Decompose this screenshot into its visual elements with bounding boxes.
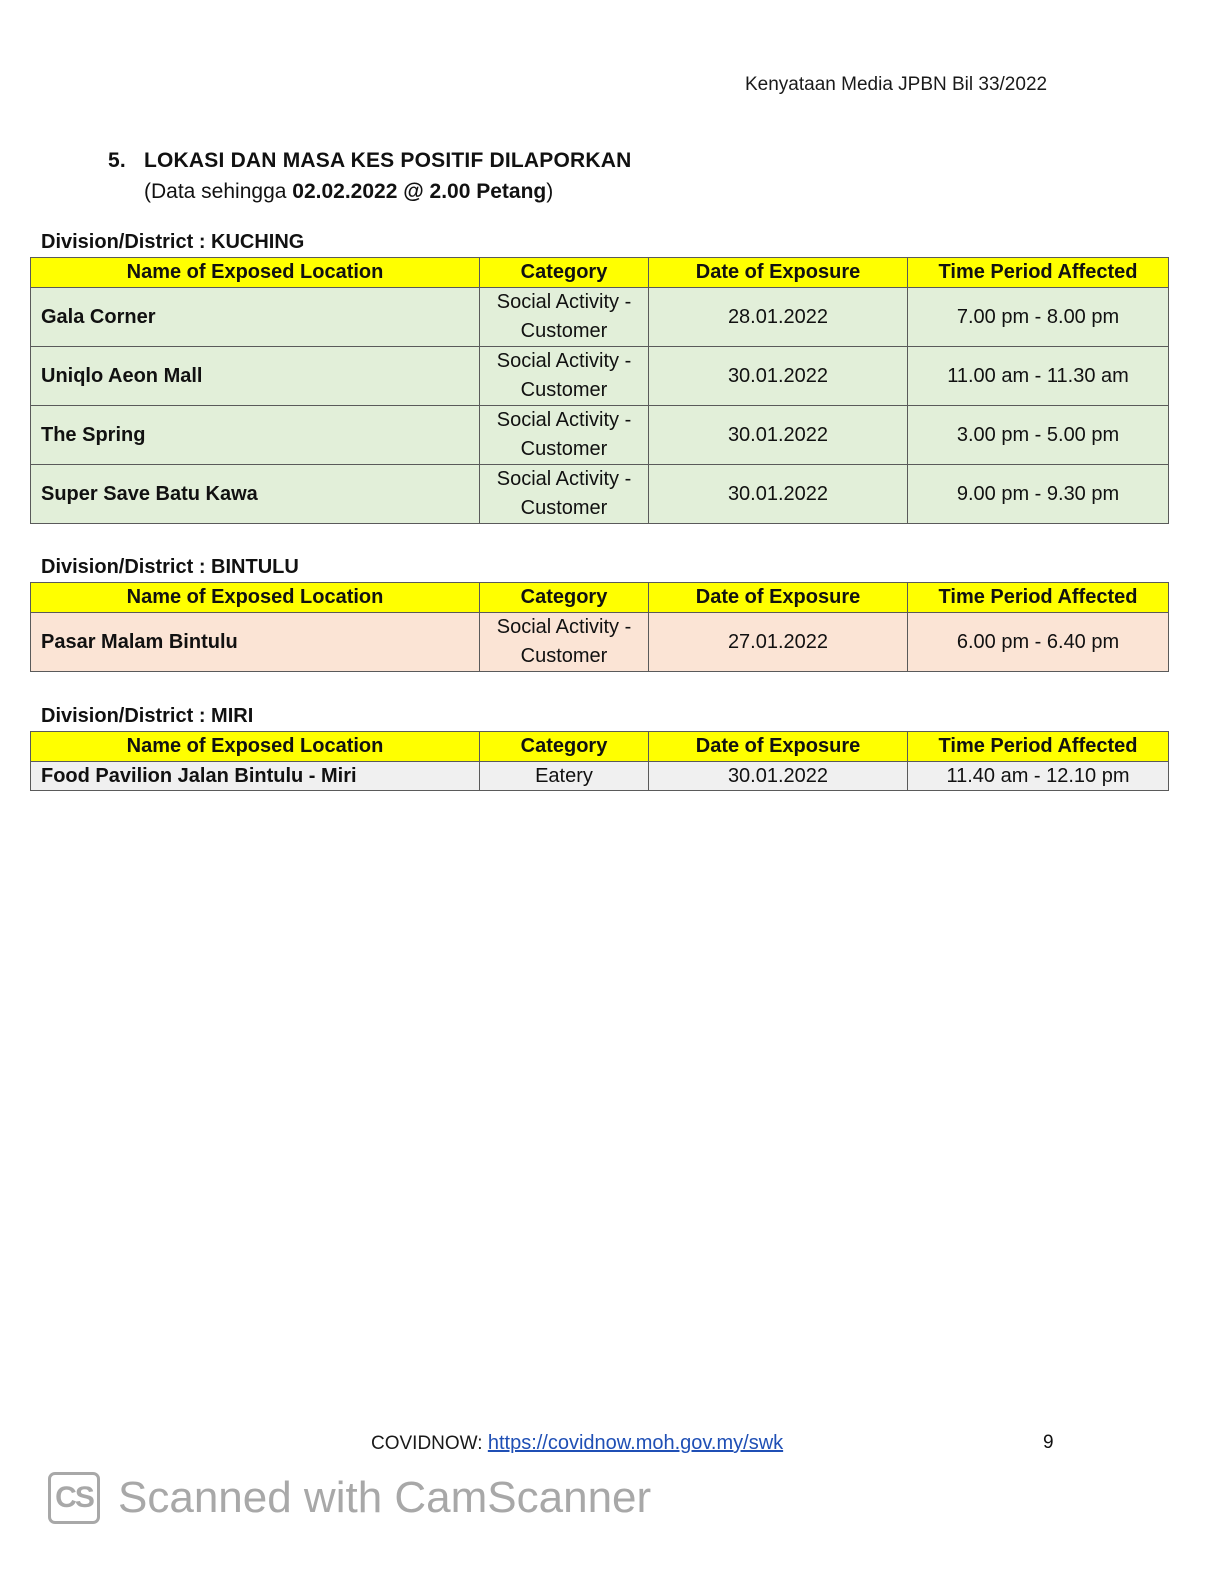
table-row	[31, 406, 1169, 465]
date-cell: 27.01.2022	[649, 613, 908, 672]
location-cell: Pasar Malam Bintulu	[31, 613, 480, 672]
column-header-location: Name of Exposed Location	[31, 732, 480, 762]
category-line: Customer	[520, 497, 608, 519]
column-header-category: Category	[480, 583, 649, 613]
table-row	[31, 465, 1169, 524]
location-cell: Gala Corner	[31, 288, 480, 347]
watermark-text: Scanned with CamScanner	[118, 1473, 652, 1522]
category-cell	[480, 613, 649, 672]
district-label-miri: Division/District : MIRI	[41, 705, 254, 727]
column-header-date: Date of Exposure	[649, 732, 908, 762]
category-cell	[480, 406, 649, 465]
column-header-location: Name of Exposed Location	[31, 583, 480, 613]
table-header-row	[31, 258, 1169, 288]
column-header-date: Date of Exposure	[649, 258, 908, 288]
section-subtitle	[144, 180, 553, 204]
column-header-location: Name of Exposed Location	[31, 258, 480, 288]
date-cell: 30.01.2022	[649, 465, 908, 524]
table-row	[31, 762, 1169, 791]
category-line: Social Activity -	[496, 291, 632, 313]
column-header-time: Time Period Affected	[908, 258, 1169, 288]
location-cell: The Spring	[31, 406, 480, 465]
table-header-row	[31, 583, 1169, 613]
column-header-date: Date of Exposure	[649, 583, 908, 613]
location-cell: Food Pavilion Jalan Bintulu - Miri	[31, 762, 480, 791]
footer	[371, 1432, 783, 1455]
location-cell: Super Save Batu Kawa	[31, 465, 480, 524]
category-line: Social Activity -	[496, 468, 632, 490]
camscanner-logo-icon: CS	[48, 1472, 100, 1524]
section-heading: LOKASI DAN MASA KES POSITIF DILAPORKAN	[144, 149, 632, 172]
table-row	[31, 613, 1169, 672]
column-header-category: Category	[480, 258, 649, 288]
category-line: Customer	[520, 320, 608, 342]
category-line: Social Activity -	[496, 350, 632, 372]
district-label-kuching: Division/District : KUCHING	[41, 231, 305, 253]
category-cell	[480, 465, 649, 524]
column-header-category: Category	[480, 732, 649, 762]
category-line: Customer	[520, 645, 608, 667]
table-row	[31, 288, 1169, 347]
time-cell: 11.40 am - 12.10 pm	[908, 762, 1169, 791]
column-header-time: Time Period Affected	[908, 583, 1169, 613]
district-label-bintulu: Division/District : BINTULU	[41, 556, 299, 578]
camscanner-watermark	[48, 1472, 651, 1524]
subtitle-suffix: )	[546, 180, 554, 203]
document-reference: Kenyataan Media JPBN Bil 33/2022	[745, 74, 1048, 95]
time-cell: 11.00 am - 11.30 am	[908, 347, 1169, 406]
exposure-table-bintulu	[30, 582, 1169, 672]
column-header-time: Time Period Affected	[908, 732, 1169, 762]
exposure-table-miri	[30, 731, 1169, 791]
footer-label: COVIDNOW:	[371, 1433, 488, 1454]
category-line: Social Activity -	[496, 409, 632, 431]
section-number: 5.	[108, 149, 126, 172]
location-cell: Uniqlo Aeon Mall	[31, 347, 480, 406]
time-cell: 7.00 pm - 8.00 pm	[908, 288, 1169, 347]
table-row	[31, 347, 1169, 406]
time-cell: 6.00 pm - 6.40 pm	[908, 613, 1169, 672]
category-line: Customer	[520, 438, 608, 460]
category-cell	[480, 288, 649, 347]
subtitle-prefix: (Data sehingga	[144, 180, 293, 203]
subtitle-datetime: 02.02.2022 @ 2.00 Petang	[292, 180, 547, 203]
category-cell	[480, 347, 649, 406]
date-cell: 30.01.2022	[649, 762, 908, 791]
date-cell: 30.01.2022	[649, 347, 908, 406]
table-header-row	[31, 732, 1169, 762]
category-line: Customer	[520, 379, 608, 401]
date-cell: 28.01.2022	[649, 288, 908, 347]
page-number: 9	[1043, 1432, 1054, 1453]
time-cell: 9.00 pm - 9.30 pm	[908, 465, 1169, 524]
category-line: Social Activity -	[496, 616, 632, 638]
date-cell: 30.01.2022	[649, 406, 908, 465]
covidnow-link[interactable]: https://covidnow.moh.gov.my/swk	[487, 1432, 784, 1454]
exposure-table-kuching	[30, 257, 1169, 524]
time-cell: 3.00 pm - 5.00 pm	[908, 406, 1169, 465]
section-title	[108, 149, 632, 173]
category-cell: Eatery	[480, 762, 649, 791]
